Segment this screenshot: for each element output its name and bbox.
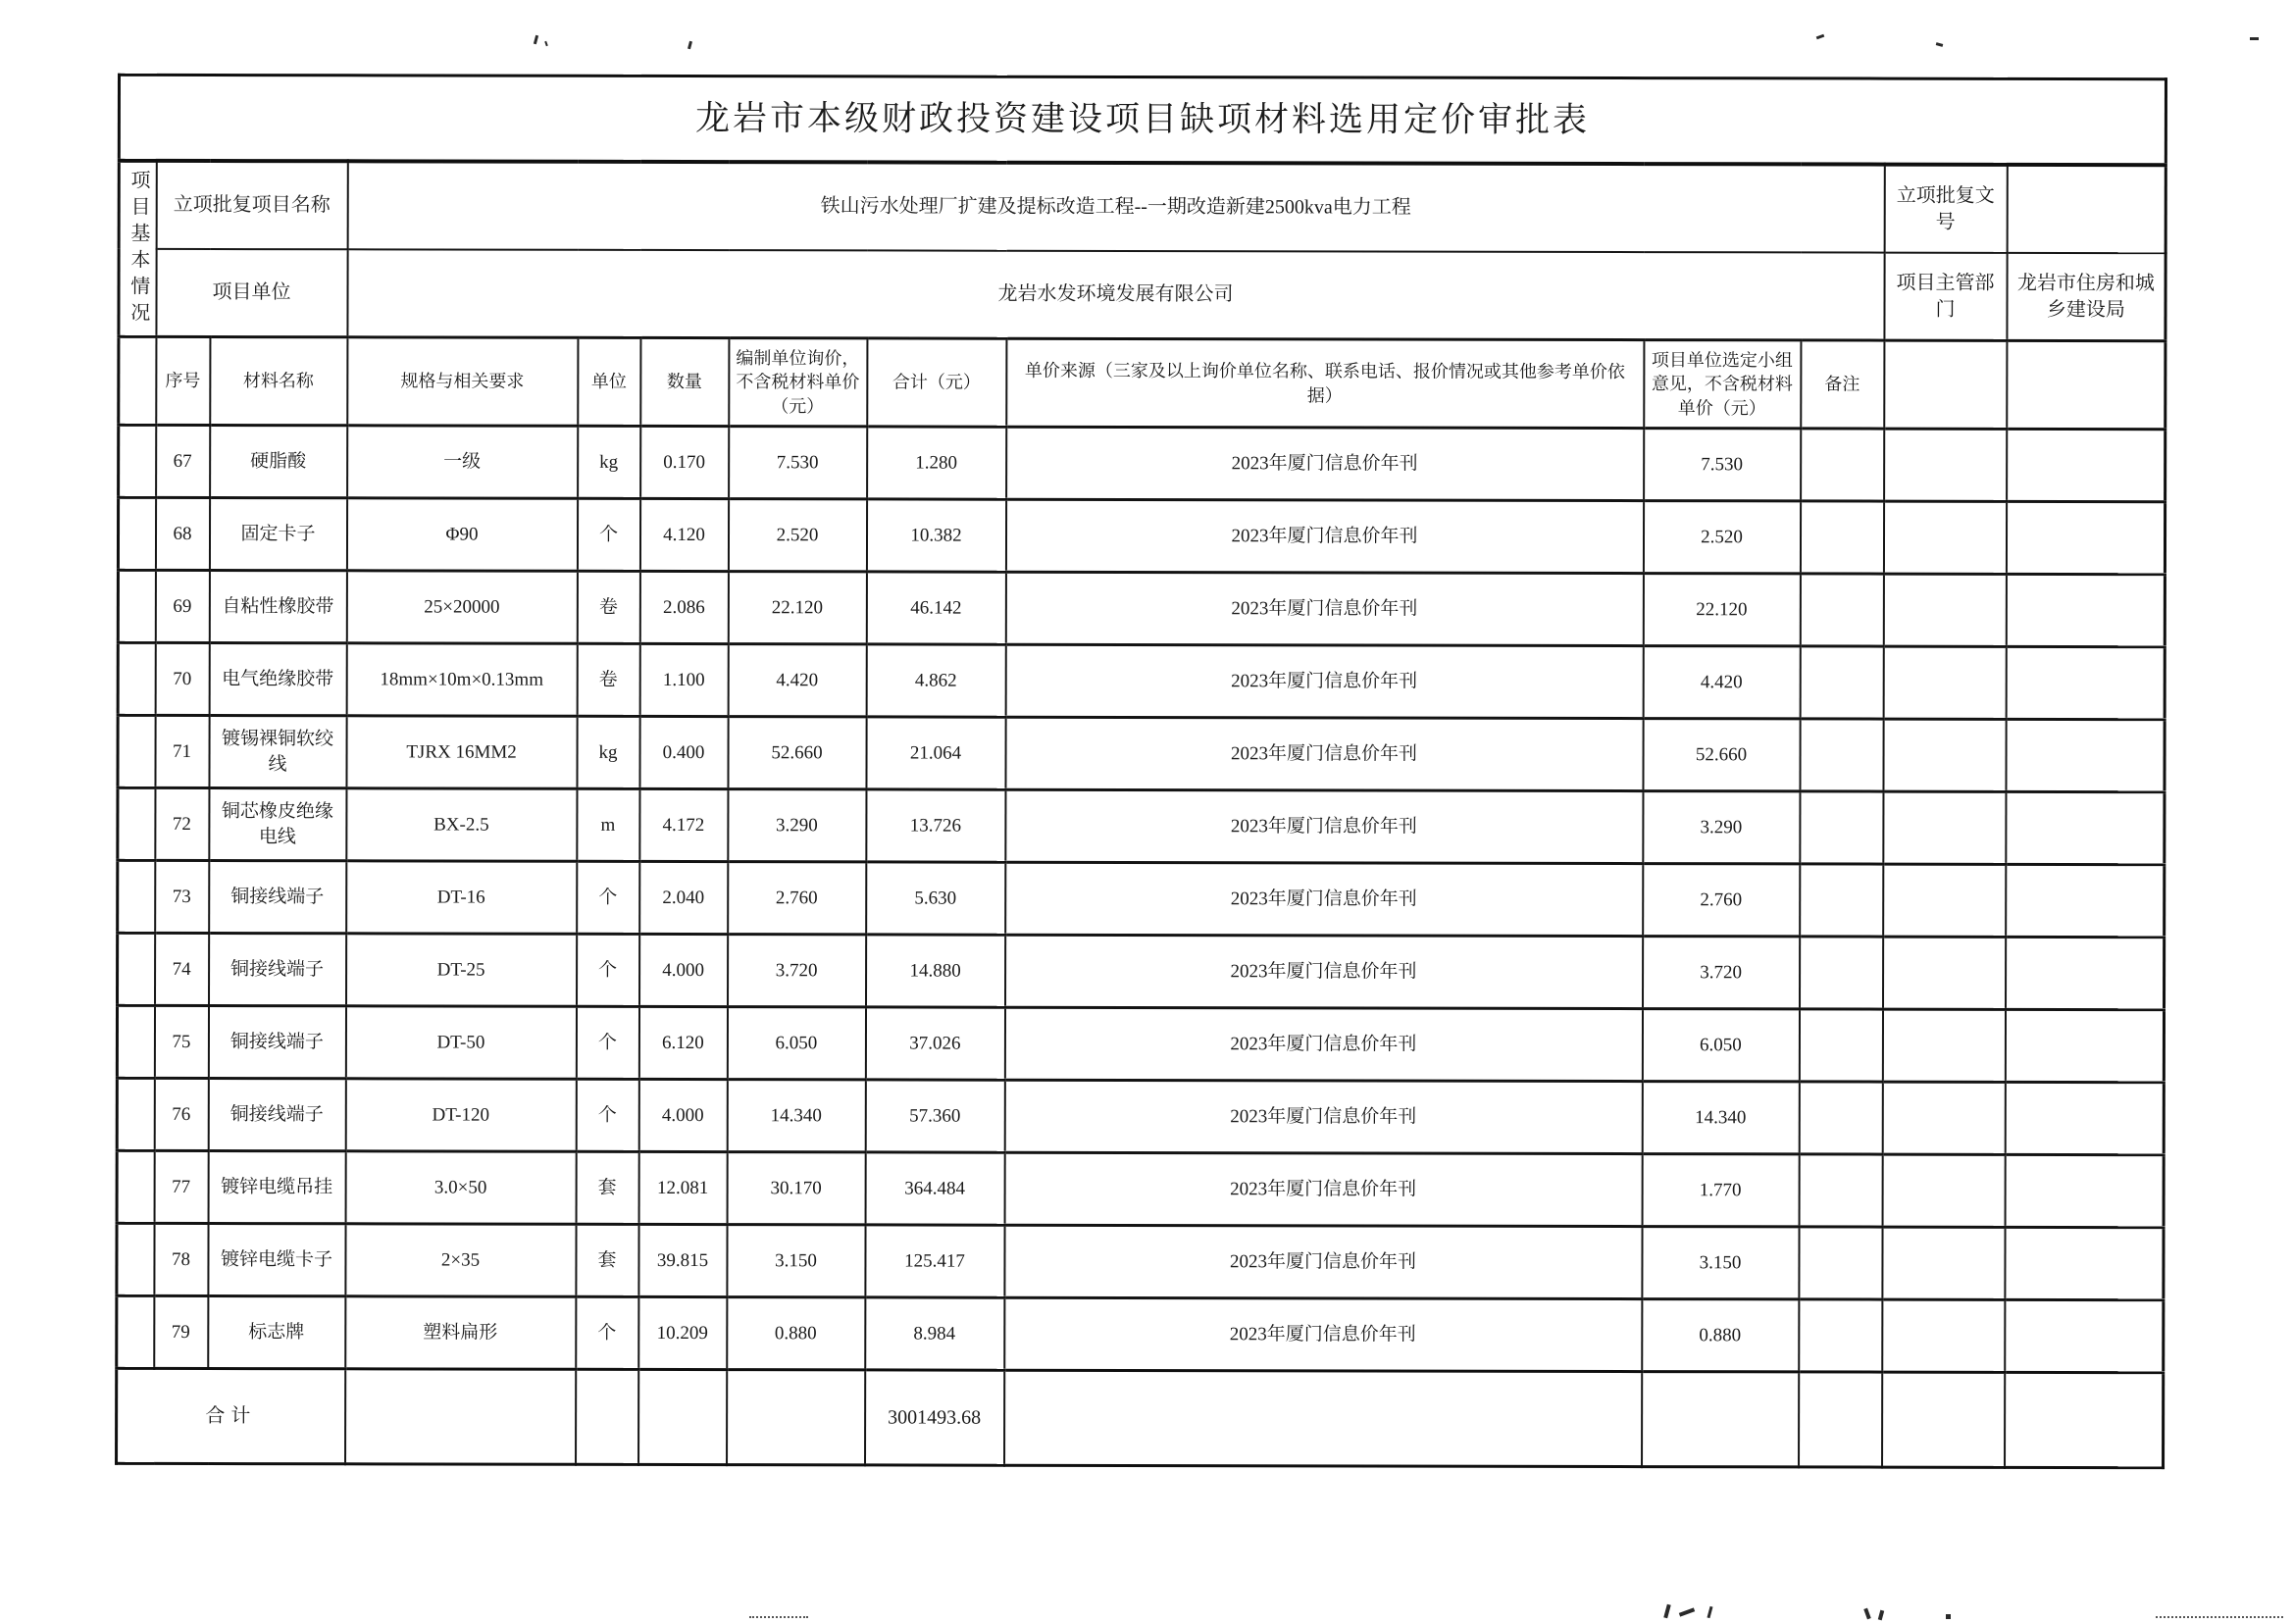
title-row xyxy=(119,75,2166,165)
cell-spec: BX-2.5 xyxy=(346,788,577,861)
cell-extra xyxy=(2007,429,2166,501)
row-spacer xyxy=(118,642,155,715)
cell-seq: 77 xyxy=(154,1150,208,1223)
cell-inquiry-price: 3.290 xyxy=(728,789,866,862)
cell-inquiry-price: 2.760 xyxy=(728,862,866,935)
cell-selected-price: 52.660 xyxy=(1643,719,1800,791)
cell-seq: 74 xyxy=(155,933,209,1005)
cell-seq: 70 xyxy=(155,642,209,715)
cell-price-source: 2023年厦门信息价年刊 xyxy=(1005,789,1643,863)
cell-extra xyxy=(1884,429,2007,501)
approval-doc-no-label: 立项批复文号 xyxy=(1884,165,2007,253)
cell-remark xyxy=(1800,646,1883,719)
table-row xyxy=(118,860,2165,937)
cell-material-name: 镀锌电缆卡子 xyxy=(208,1224,345,1296)
header-inquiry-price: 编制单位询价，不含税材料单价（元） xyxy=(729,338,867,427)
table-row xyxy=(118,933,2165,1009)
cell-material-name: 硬脂酸 xyxy=(210,426,347,498)
total-extra-2 xyxy=(2005,1372,2164,1467)
cell-quantity: 4.120 xyxy=(639,498,728,571)
cell-seq: 67 xyxy=(156,425,210,497)
cell-extra xyxy=(2006,937,2165,1009)
cell-remark xyxy=(1800,719,1883,791)
cell-quantity: 1.100 xyxy=(639,643,728,716)
row-spacer xyxy=(118,497,155,570)
total-value: 3001493.68 xyxy=(865,1370,1004,1465)
scan-noise xyxy=(1863,1608,1871,1620)
cell-inquiry-price: 3.150 xyxy=(727,1225,865,1297)
cell-extra xyxy=(1883,937,2006,1009)
cell-remark xyxy=(1800,791,1883,864)
total-spec-empty xyxy=(345,1369,576,1464)
cell-extra xyxy=(2005,1227,2164,1299)
cell-price-source: 2023年厦门信息价年刊 xyxy=(1005,644,1643,718)
cell-selected-price: 22.120 xyxy=(1643,574,1800,646)
total-source-empty xyxy=(1004,1370,1642,1466)
scan-noise xyxy=(688,41,692,50)
cell-price-source: 2023年厦门信息价年刊 xyxy=(1005,572,1643,645)
cell-seq: 68 xyxy=(155,497,209,570)
cell-selected-price: 7.530 xyxy=(1644,429,1801,501)
cell-price-source: 2023年厦门信息价年刊 xyxy=(1004,1152,1642,1226)
cell-inquiry-price: 3.720 xyxy=(728,935,866,1007)
cell-spec: 18mm×10m×0.13mm xyxy=(346,643,577,716)
row-spacer xyxy=(117,1078,154,1150)
row-spacer xyxy=(118,570,155,642)
table-row xyxy=(118,642,2165,719)
cell-selected-price: 4.420 xyxy=(1643,646,1800,719)
cell-seq: 71 xyxy=(155,715,209,787)
total-unit-empty xyxy=(576,1369,638,1464)
cell-seq: 73 xyxy=(155,860,209,933)
cell-selected-price: 3.150 xyxy=(1642,1227,1799,1299)
cell-spec: DT-120 xyxy=(345,1079,576,1151)
cell-remark xyxy=(1800,501,1883,574)
table-row xyxy=(118,787,2165,864)
cell-price-source: 2023年厦门信息价年刊 xyxy=(1004,1007,1642,1081)
cell-quantity: 0.400 xyxy=(639,716,728,788)
scan-noise xyxy=(544,41,548,46)
table-row xyxy=(118,570,2165,646)
cell-material-name: 标志牌 xyxy=(208,1296,345,1369)
row-spacer xyxy=(117,1150,154,1223)
cell-unit: kg xyxy=(578,426,640,498)
header-extra-2 xyxy=(2007,340,2166,429)
total-qty-empty xyxy=(638,1369,727,1464)
cell-quantity: 39.815 xyxy=(638,1224,727,1296)
approval-doc-no-value xyxy=(2007,165,2166,253)
cell-row-total: 10.382 xyxy=(866,499,1005,572)
cell-extra xyxy=(1882,1082,2005,1154)
header-unit: 单位 xyxy=(578,337,640,426)
scan-noise xyxy=(1707,1606,1712,1618)
cell-inquiry-price: 2.520 xyxy=(728,499,866,572)
cell-extra xyxy=(2006,574,2165,646)
cell-spec: DT-16 xyxy=(346,861,577,934)
cell-selected-price: 6.050 xyxy=(1642,1009,1799,1082)
total-remark-empty xyxy=(1799,1372,1882,1467)
header-selected-price: 项目单位选定小组意见，不含税材料单价（元） xyxy=(1644,340,1801,429)
cell-quantity: 4.172 xyxy=(639,788,728,861)
cell-row-total: 13.726 xyxy=(866,789,1005,862)
scan-noise xyxy=(2156,1616,2283,1618)
cell-extra xyxy=(2006,719,2165,791)
cell-row-total: 5.630 xyxy=(866,862,1005,935)
cell-inquiry-price: 22.120 xyxy=(728,572,866,644)
scan-noise xyxy=(1878,1610,1884,1621)
cell-material-name: 铜接线端子 xyxy=(209,934,346,1006)
column-header-row xyxy=(119,336,2166,429)
cell-extra xyxy=(1883,864,2006,937)
cell-remark xyxy=(1800,937,1883,1009)
row-spacer xyxy=(118,933,155,1005)
scan-noise xyxy=(1663,1604,1670,1619)
cell-spec: 塑料扁形 xyxy=(345,1296,576,1369)
cell-quantity: 2.040 xyxy=(639,861,728,934)
total-price-empty xyxy=(727,1370,865,1465)
scan-noise xyxy=(1946,1614,1951,1619)
cell-seq: 76 xyxy=(154,1078,208,1150)
total-row xyxy=(117,1368,2164,1467)
header-material-name: 材料名称 xyxy=(210,337,347,426)
cell-unit: 个 xyxy=(576,1296,638,1369)
cell-spec: 25×20000 xyxy=(346,571,577,643)
cell-row-total: 14.880 xyxy=(866,935,1005,1007)
cell-extra xyxy=(2006,501,2165,574)
cell-unit: 个 xyxy=(577,861,639,934)
table-row xyxy=(117,1223,2164,1299)
scan-noise xyxy=(1816,34,1825,40)
cell-extra xyxy=(2006,646,2165,719)
cell-inquiry-price: 0.880 xyxy=(727,1297,865,1370)
section-label-vertical: 项目基本情况 xyxy=(119,161,156,337)
cell-quantity: 4.000 xyxy=(639,934,728,1006)
scan-noise xyxy=(749,1616,808,1618)
cell-row-total: 8.984 xyxy=(865,1297,1004,1370)
table-row xyxy=(119,425,2166,501)
cell-remark xyxy=(1799,1082,1882,1154)
cell-price-source: 2023年厦门信息价年刊 xyxy=(1005,499,1643,573)
cell-seq: 69 xyxy=(155,570,209,642)
table-row xyxy=(117,1078,2164,1154)
table-row xyxy=(117,1005,2164,1082)
total-label: 合计 xyxy=(117,1368,345,1463)
cell-row-total: 21.064 xyxy=(866,717,1005,789)
header-quantity: 数量 xyxy=(640,337,729,426)
cell-selected-price: 3.720 xyxy=(1643,937,1800,1009)
total-extra-1 xyxy=(1882,1372,2005,1467)
cell-row-total: 125.417 xyxy=(865,1225,1004,1297)
cell-material-name: 铜芯橡皮绝缘电线 xyxy=(209,788,346,861)
cell-spec: Φ90 xyxy=(346,498,577,571)
cell-remark xyxy=(1800,864,1883,937)
cell-extra xyxy=(1883,574,2006,646)
cell-material-name: 铜接线端子 xyxy=(209,861,346,934)
cell-extra xyxy=(2006,791,2165,864)
page-title: 龙岩市本级财政投资建设项目缺项材料选用定价审批表 xyxy=(119,75,2166,165)
cell-spec: 一级 xyxy=(347,426,578,498)
cell-remark xyxy=(1799,1154,1882,1227)
cell-row-total: 37.026 xyxy=(865,1007,1004,1080)
project-name-row xyxy=(119,161,2166,253)
cell-unit: 个 xyxy=(576,1006,638,1079)
project-unit-value: 龙岩水发环境发展有限公司 xyxy=(347,249,1884,340)
cell-remark xyxy=(1799,1299,1882,1372)
cell-row-total: 364.484 xyxy=(865,1152,1004,1225)
cell-unit: kg xyxy=(577,716,639,788)
cell-inquiry-price: 6.050 xyxy=(727,1007,865,1080)
row-spacer xyxy=(118,715,155,787)
cell-spec: 2×35 xyxy=(345,1224,576,1296)
cell-quantity: 4.000 xyxy=(638,1079,727,1151)
header-spacer xyxy=(119,336,156,425)
cell-extra xyxy=(1882,1299,2005,1372)
cell-remark xyxy=(1799,1227,1882,1299)
cell-selected-price: 2.760 xyxy=(1643,864,1800,937)
cell-price-source: 2023年厦门信息价年刊 xyxy=(1004,1080,1642,1153)
cell-inquiry-price: 4.420 xyxy=(728,644,866,717)
table-row xyxy=(118,497,2165,574)
cell-unit: 卷 xyxy=(577,643,639,716)
table-row xyxy=(117,1150,2164,1227)
header-spec: 规格与相关要求 xyxy=(347,337,578,426)
header-seq: 序号 xyxy=(156,336,210,425)
cell-extra xyxy=(1883,719,2006,791)
cell-row-total: 1.280 xyxy=(867,427,1006,499)
cell-quantity: 12.081 xyxy=(638,1151,727,1224)
cell-material-name: 自粘性橡胶带 xyxy=(209,571,346,643)
project-unit-row xyxy=(119,249,2166,341)
cell-extra xyxy=(1883,501,2006,574)
cell-spec: DT-50 xyxy=(345,1006,576,1079)
cell-spec: 3.0×50 xyxy=(345,1151,576,1224)
cell-extra xyxy=(1883,646,2006,719)
cell-unit: m xyxy=(577,788,639,861)
header-extra-1 xyxy=(1884,340,2007,429)
cell-extra xyxy=(1883,791,2006,864)
cell-extra xyxy=(1882,1154,2005,1227)
total-selected-empty xyxy=(1642,1372,1799,1467)
cell-unit: 个 xyxy=(577,934,639,1006)
cell-unit: 个 xyxy=(576,1079,638,1151)
project-name-label: 立项批复项目名称 xyxy=(156,161,347,249)
cell-extra xyxy=(1882,1227,2005,1299)
cell-remark xyxy=(1799,1009,1882,1082)
cell-seq: 75 xyxy=(154,1005,208,1078)
cell-spec: DT-25 xyxy=(346,934,577,1006)
cell-row-total: 57.360 xyxy=(865,1080,1004,1152)
cell-seq: 78 xyxy=(154,1223,208,1295)
authority-value: 龙岩市住房和城乡建设局 xyxy=(2007,253,2166,341)
cell-price-source: 2023年厦门信息价年刊 xyxy=(1005,935,1643,1008)
project-unit-label: 项目单位 xyxy=(156,249,347,337)
cell-inquiry-price: 14.340 xyxy=(727,1080,865,1152)
cell-unit: 套 xyxy=(576,1224,638,1296)
cell-extra xyxy=(2005,1009,2164,1082)
row-spacer xyxy=(117,1005,154,1078)
cell-remark xyxy=(1800,574,1883,646)
row-spacer xyxy=(118,860,155,933)
cell-remark xyxy=(1801,429,1884,501)
header-total: 合计（元） xyxy=(867,338,1006,427)
cell-price-source: 2023年厦门信息价年刊 xyxy=(1006,427,1644,500)
cell-unit: 个 xyxy=(577,498,639,571)
cell-row-total: 4.862 xyxy=(866,644,1005,717)
cell-selected-price: 14.340 xyxy=(1642,1082,1799,1154)
row-spacer xyxy=(117,1223,154,1295)
cell-material-name: 电气绝缘胶带 xyxy=(209,643,346,716)
cell-spec: TJRX 16MM2 xyxy=(346,716,577,788)
authority-label: 项目主管部门 xyxy=(1884,253,2007,341)
header-price-source: 单价来源（三家及以上询价单位名称、联系电话、报价情况或其他参考单价依据） xyxy=(1006,338,1644,428)
cell-price-source: 2023年厦门信息价年刊 xyxy=(1004,1297,1642,1371)
cell-material-name: 镀锡裸铜软绞线 xyxy=(209,716,346,788)
cell-material-name: 固定卡子 xyxy=(209,498,346,571)
cell-selected-price: 3.290 xyxy=(1643,791,1800,864)
cell-extra xyxy=(2005,1154,2164,1227)
header-remark: 备注 xyxy=(1801,340,1884,429)
scan-noise xyxy=(2250,37,2259,40)
cell-quantity: 10.209 xyxy=(638,1296,727,1369)
cell-price-source: 2023年厦门信息价年刊 xyxy=(1004,1225,1642,1298)
scan-noise xyxy=(534,35,538,44)
cell-seq: 72 xyxy=(155,787,209,860)
cell-material-name: 铜接线端子 xyxy=(208,1006,345,1079)
cell-material-name: 镀锌电缆吊挂 xyxy=(208,1151,345,1224)
approval-table xyxy=(115,74,2167,1469)
cell-quantity: 0.170 xyxy=(640,426,729,498)
row-spacer xyxy=(117,1295,154,1368)
material-rows xyxy=(117,425,2166,1372)
cell-inquiry-price: 7.530 xyxy=(729,427,867,499)
cell-quantity: 2.086 xyxy=(639,571,728,643)
project-name-value: 铁山污水处理厂扩建及提标改造工程--一期改造新建2500kva电力工程 xyxy=(347,161,1884,252)
cell-extra xyxy=(2005,1299,2164,1372)
cell-unit: 卷 xyxy=(577,571,639,643)
row-spacer xyxy=(119,425,156,497)
cell-inquiry-price: 52.660 xyxy=(728,717,866,789)
cell-quantity: 6.120 xyxy=(638,1006,727,1079)
table-row xyxy=(117,1295,2164,1372)
cell-row-total: 46.142 xyxy=(866,572,1005,644)
cell-extra xyxy=(1882,1009,2005,1082)
cell-material-name: 铜接线端子 xyxy=(208,1079,345,1151)
cell-price-source: 2023年厦门信息价年刊 xyxy=(1005,717,1643,790)
cell-extra xyxy=(2005,1082,2164,1154)
cell-extra xyxy=(2006,864,2165,937)
cell-price-source: 2023年厦门信息价年刊 xyxy=(1005,862,1643,936)
table-row xyxy=(118,715,2165,791)
scan-noise xyxy=(1679,1607,1695,1616)
cell-seq: 79 xyxy=(154,1295,208,1368)
cell-selected-price: 1.770 xyxy=(1642,1154,1799,1227)
cell-inquiry-price: 30.170 xyxy=(727,1152,865,1225)
row-spacer xyxy=(118,787,155,860)
cell-unit: 套 xyxy=(576,1151,638,1224)
scan-noise xyxy=(1936,42,1944,47)
cell-selected-price: 0.880 xyxy=(1642,1299,1799,1372)
cell-selected-price: 2.520 xyxy=(1643,501,1800,574)
